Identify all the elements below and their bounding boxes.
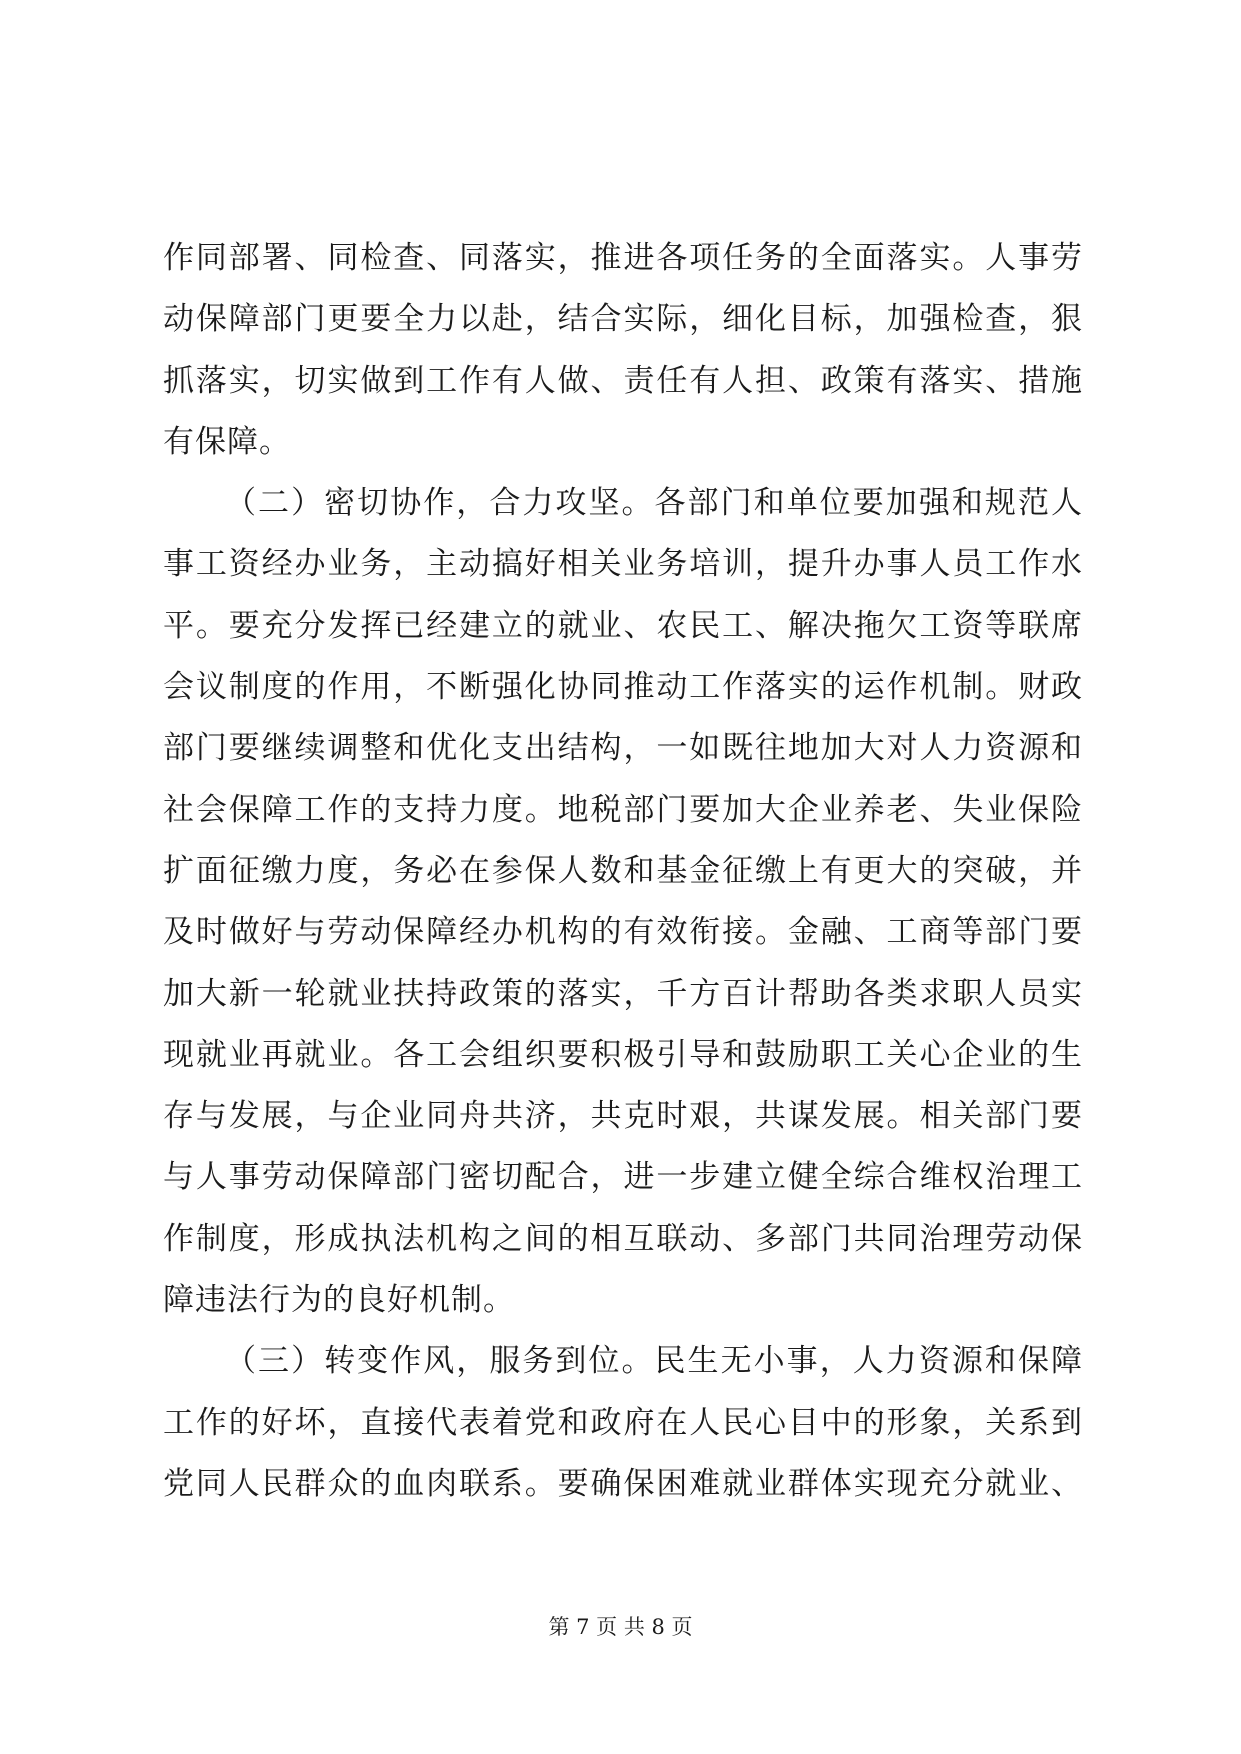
- text-line: 工作的好坏，直接代表着党和政府在人民心目中的形象，关系到: [163, 1404, 1083, 1441]
- text-line: （三）转变作风，服务到位。民生无小事，人力资源和保障: [225, 1343, 1083, 1380]
- text-line: 障违法行为的良好机制。: [163, 1282, 515, 1319]
- text-line: 有保障。: [163, 423, 291, 460]
- text-line: 平。要充分发挥已经建立的就业、农民工、解决拖欠工资等联席: [163, 607, 1083, 644]
- document-body: [163, 228, 1083, 1515]
- text-line: 存与发展，与企业同舟共济，共克时艰，共谋发展。相关部门要: [163, 1098, 1083, 1135]
- text-line: 部门要继续调整和优化支出结构，一如既往地加大对人力资源和: [163, 730, 1083, 767]
- text-line: 事工资经办业务，主动搞好相关业务培训，提升办事人员工作水: [163, 546, 1083, 583]
- text-line: 作同部署、同检查、同落实，推进各项任务的全面落实。人事劳: [163, 240, 1083, 276]
- text-line: 会议制度的作用，不断强化协同推动工作落实的运作机制。财政: [163, 669, 1083, 706]
- text-line: 加大新一轮就业扶持政策的落实，千方百计帮助各类求职人员实: [163, 975, 1083, 1012]
- text-line: 与人事劳动保障部门密切配合，进一步建立健全综合维权治理工: [163, 1159, 1083, 1196]
- text-line: 动保障部门更要全力以赴，结合实际，细化目标，加强检查，狠: [163, 301, 1083, 338]
- text-line: 作制度，形成执法机构之间的相互联动、多部门共同治理劳动保: [163, 1220, 1083, 1257]
- text-line: 现就业再就业。各工会组织要积极引导和鼓励职工关心企业的生: [163, 1036, 1083, 1073]
- text-line: 扩面征缴力度，务必在参保人数和基金征缴上有更大的突破，并: [163, 852, 1083, 889]
- text-line: 社会保障工作的支持力度。地税部门要加大企业养老、失业保险: [163, 791, 1083, 828]
- text-line: （二）密切协作，合力攻坚。各部门和单位要加强和规范人: [225, 485, 1083, 522]
- text-line: 抓落实，切实做到工作有人做、责任有人担、政策有落实、措施: [163, 362, 1083, 399]
- text-line: 党同人民群众的血肉联系。要确保困难就业群体实现充分就业、: [163, 1465, 1083, 1502]
- text-line: 及时做好与劳动保障经办机构的有效衔接。金融、工商等部门要: [163, 914, 1083, 951]
- page-number-footer: 第 7 页 共 8 页: [548, 1615, 693, 1639]
